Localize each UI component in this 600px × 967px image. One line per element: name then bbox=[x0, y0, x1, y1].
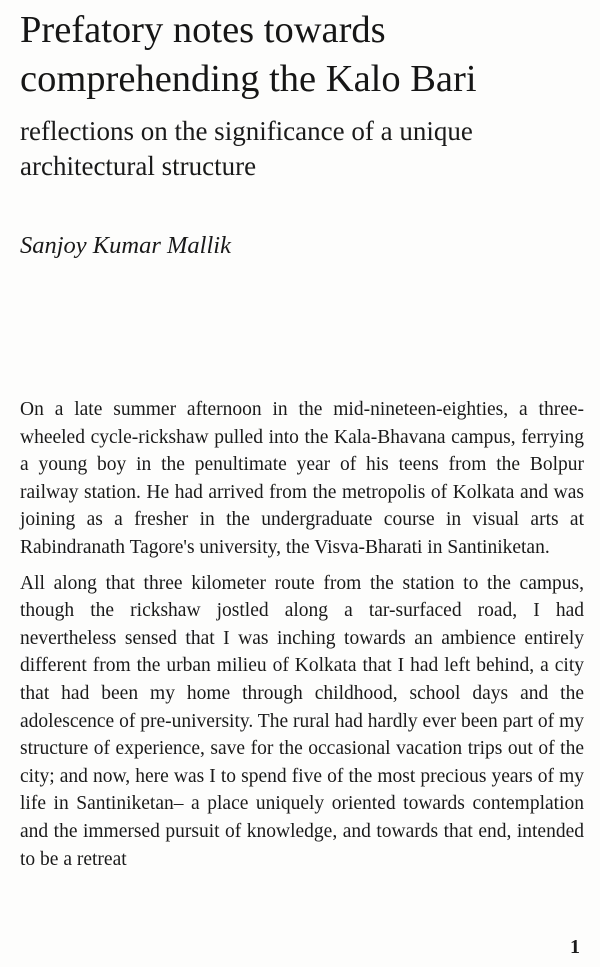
page-number: 1 bbox=[570, 936, 580, 958]
article-body bbox=[20, 396, 584, 873]
body-paragraph: On a late summer afternoon in the mid-nineteen-eighties, a three-wheeled cycle-rickshaw pulled into the Kala-Bhavana campus, ferrying a young boy in the penultimate year of his teens from the Bolpur railway station. He had arrived from the metropolis of Kolkata and was joining as a fresher in the undergraduate course in visual arts at Rabindranath Tagore's university, the Visva-Bharati in Santiniketan. bbox=[20, 399, 584, 558]
article-title: Prefatory notes towards comprehending the Kalo Bari bbox=[20, 9, 477, 100]
article-subtitle: reflections on the significance of a unique architectural structure bbox=[20, 116, 473, 181]
author-name: Sanjoy Kumar Mallik bbox=[20, 232, 231, 259]
body-paragraph: All along that three kilometer route from the station to the campus, though the rickshaw jostled along a tar-surfaced road, I had nevertheless sensed that I was inching towards an ambience entirely different from the urban milieu of Kolkata that I had left behind, a city that had been my home through childhood, school days and the adolescence of pre-university. The rural had hardly ever been part of my structure of experience, save for the occasional vacation trips out of the city; and now, here was I to spend five of the most precious years of my life in Santiniketan– a place uniquely oriented towards contemplation and the immersed pursuit of knowledge, and towards that end, intended to be a retreat bbox=[20, 572, 584, 870]
